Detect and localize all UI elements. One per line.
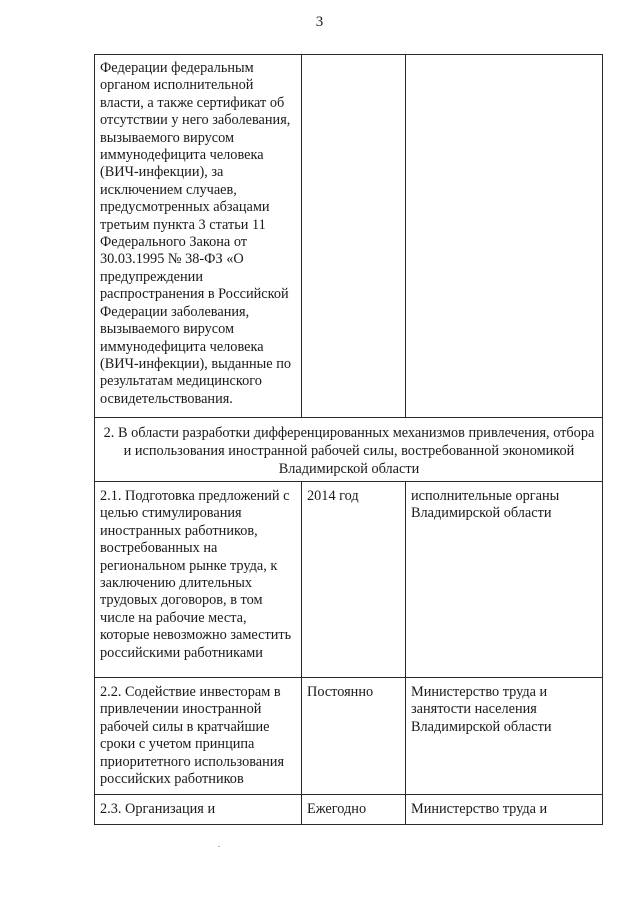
deadline-cell: 2014 год <box>302 482 406 678</box>
measure-cell: 2.1. Подготовка предложений с целью стимулирования иностранных работников, востребованных на региональном рынке труда, к заключению длительных трудовых договоров, в том числе на рабочие места, которые невозможно заместить российскими работниками <box>95 482 302 678</box>
section-heading-row <box>95 418 603 482</box>
section-heading: 2. В области разработки дифференцированных механизмов привлечения, отбора и использования иностранной рабочей силы, востребованной экономикой Владимирской области <box>95 418 603 482</box>
table-row <box>95 678 603 795</box>
table-row <box>95 482 603 678</box>
measures-table <box>94 54 603 825</box>
table-row <box>95 795 603 825</box>
responsible-cell: Министерство труда и <box>406 795 603 825</box>
scan-speck <box>218 846 220 847</box>
table-row <box>95 55 603 418</box>
deadline-cell: Ежегодно <box>302 795 406 825</box>
measure-cell: Федерации федеральным органом исполнительной власти, а также сертификат об отсутствии у него заболевания, вызываемого вирусом иммунодефицита человека (ВИЧ-инфекции), за исключением случаев, предусмотренных абзацами третьим пункта 3 статьи 11 Федерального Закона от 30.03.1995 № 38-ФЗ «О предупреждении распространения в Российской Федерации заболевания, вызываемого вирусом иммунодефицита человека (ВИЧ-инфекции), выданные по результатам медицинского освидетельствования. <box>95 55 302 418</box>
responsible-cell <box>406 55 603 418</box>
responsible-cell: Министерство труда и занятости населения Владимирской области <box>406 678 603 795</box>
deadline-cell: Постоянно <box>302 678 406 795</box>
measure-cell: 2.3. Организация и <box>95 795 302 825</box>
page-number: 3 <box>315 14 325 30</box>
measure-cell: 2.2. Содействие инвесторам в привлечении иностранной рабочей силы в кратчайшие сроки с учетом принципа приоритетного использования российских работников <box>95 678 302 795</box>
deadline-cell <box>302 55 406 418</box>
responsible-cell: исполнительные органы Владимирской области <box>406 482 603 678</box>
